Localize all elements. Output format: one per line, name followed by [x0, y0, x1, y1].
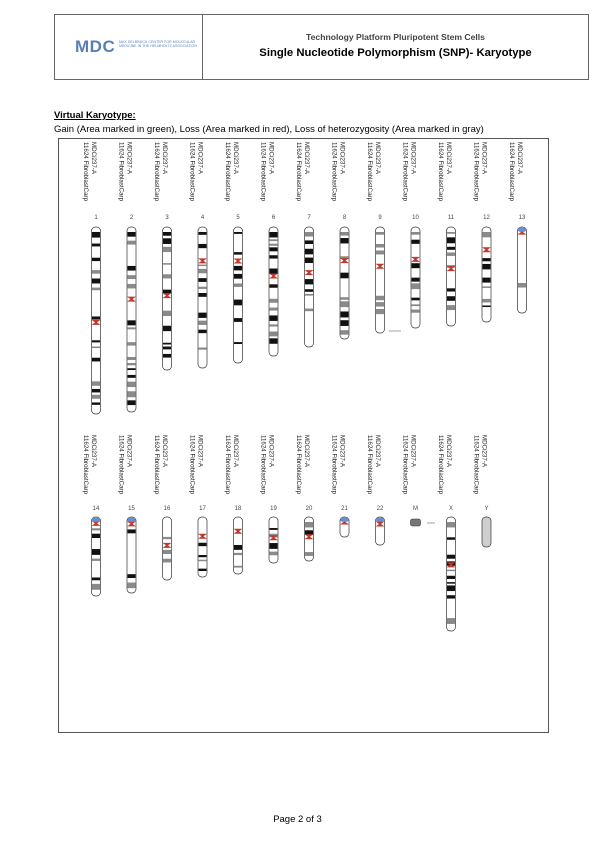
band-grey: [270, 299, 278, 303]
band-dark: [447, 288, 455, 291]
document-title: Single Nucleotide Polymorphism (SNP)- Karyotype: [259, 47, 532, 59]
band-grey: [234, 553, 242, 555]
chromosome-M: [411, 519, 421, 526]
sample-label: 11624 FibroblastCarp: [295, 142, 302, 202]
sample-label: MDCi237-A: [480, 142, 488, 174]
band-grey: [270, 332, 278, 337]
band-grey: [518, 283, 526, 288]
band-grey: [412, 310, 420, 313]
platform-title: Technology Platform Pluripotent Stem Cells: [306, 32, 485, 42]
chromosome-number: 8: [342, 215, 347, 221]
band-grey: [412, 283, 420, 289]
chromosome-number: 12: [483, 215, 490, 221]
sample-label: 11624 FibroblastCarp: [117, 142, 125, 202]
band-grey: [305, 522, 313, 527]
chromosome-number: 13: [518, 215, 526, 221]
band-grey: [305, 309, 313, 312]
band-dark: [234, 300, 242, 306]
band-grey: [376, 309, 384, 314]
sample-label: MDCi237-A: [409, 142, 417, 174]
sample-label: 11624 FibroblastCarp: [366, 142, 373, 202]
band-grey: [447, 570, 455, 572]
band-dark: [234, 342, 242, 344]
chromosome-number: 11: [447, 215, 455, 221]
band-dark: [163, 343, 171, 345]
band-grey: [376, 244, 384, 247]
chromosome-number: 22: [376, 506, 384, 512]
band-grey: [92, 381, 100, 385]
band-grey: [341, 297, 349, 300]
band-grey: [163, 550, 171, 554]
chromosome-number: 7: [307, 215, 311, 221]
band-dark: [163, 232, 171, 236]
sample-label: MDCi237-A: [374, 142, 381, 174]
band-dark: [92, 258, 100, 261]
band-dark: [270, 315, 278, 321]
band-dark: [163, 354, 171, 358]
sample-label: 11624 FibroblastCarp: [330, 435, 338, 495]
chromosome-12: [482, 227, 491, 322]
band-dark: [92, 534, 100, 538]
chromosome-number: 5: [236, 215, 240, 221]
band-grey: [447, 522, 455, 527]
band-dark: [128, 368, 136, 370]
band-grey: [128, 327, 136, 329]
band-dark: [234, 545, 242, 550]
sample-label: 11624 FibroblastCarp: [224, 142, 231, 202]
band-grey: [270, 239, 278, 241]
band-dark: [270, 255, 278, 258]
band-dark: [305, 258, 313, 263]
band-dark: [447, 296, 455, 301]
band-dark: [447, 576, 455, 579]
band-grey: [199, 265, 207, 267]
band-dark: [341, 311, 349, 317]
sample-label: MDCi237-A: [90, 142, 97, 174]
chromosome-number: Y: [484, 506, 489, 512]
chromosome-13: [518, 227, 527, 313]
band-dark: [270, 284, 278, 287]
band-dark: [341, 320, 349, 326]
band-dark: [234, 318, 242, 322]
band-grey: [163, 263, 171, 265]
chromosome-number: 18: [234, 506, 242, 512]
section-label: Virtual Karyotype:: [54, 110, 136, 121]
band-dark: [447, 537, 455, 539]
band-grey: [447, 232, 455, 234]
chromosome-number: M: [413, 506, 418, 512]
sample-label: 11624 FibroblastCarp: [295, 435, 302, 495]
band-dark: [92, 279, 100, 284]
sample-label: 11624 FibroblastCarp: [437, 435, 444, 495]
karyotype-panel: [58, 138, 549, 733]
band-dark: [341, 273, 349, 279]
band-dark: [128, 574, 136, 578]
sample-label: MDCi237-A: [267, 435, 275, 467]
band-grey: [270, 324, 278, 326]
band-dark: [483, 278, 491, 283]
band-grey: [376, 232, 384, 235]
band-dark: [199, 244, 207, 248]
band-dark: [305, 279, 313, 284]
band-grey: [234, 283, 242, 286]
chromosome-17: [198, 517, 207, 577]
band-dark: [92, 358, 100, 362]
band-grey: [483, 232, 491, 237]
band-grey: [163, 537, 171, 539]
chromosome-number: 10: [412, 215, 419, 221]
band-dark: [92, 402, 100, 404]
band-dark: [305, 249, 313, 255]
sample-label: 11624 FibroblastCarp: [472, 142, 480, 202]
band-dark: [92, 316, 100, 319]
band-grey: [199, 321, 207, 325]
band-grey: [341, 232, 349, 236]
band-dark: [270, 247, 278, 251]
chromosome-number: X: [448, 506, 454, 512]
sample-label: MDCi237-A: [516, 142, 523, 174]
mdc-logo-subtext: MAX DELBRÜCK CENTER FOR MOLECULAR MEDICINE IN THE HELMHOLTZ ASSOCIATION: [119, 40, 197, 49]
sample-label: 11624 FibroblastCarp: [259, 142, 267, 202]
logo-cell: [55, 15, 203, 79]
band-grey: [483, 299, 491, 303]
sample-label: 11624 FibroblastCarp: [472, 435, 480, 495]
sample-label: 11624 FibroblastCarp: [401, 435, 409, 495]
band-grey: [412, 304, 420, 306]
band-dark: [128, 232, 136, 237]
band-grey: [305, 294, 313, 296]
chromosome-number: 15: [128, 506, 135, 512]
band-dark: [305, 289, 313, 292]
band-grey: [447, 305, 455, 310]
sample-label: MDCi237-A: [445, 435, 452, 467]
sample-label: MDCi237-A: [303, 142, 310, 174]
band-grey: [305, 232, 313, 237]
band-grey: [412, 232, 420, 235]
band-grey: [92, 559, 100, 561]
page-number: Page 2 of 3: [273, 814, 322, 825]
acrocentric-tip: [128, 518, 136, 522]
acrocentric-tip: [376, 518, 384, 522]
band-grey: [199, 348, 207, 350]
band-dark: [199, 330, 207, 333]
chromosome-number: 2: [129, 215, 134, 221]
band-dark: [92, 340, 100, 342]
sample-label: MDCi237-A: [232, 435, 239, 467]
sample-label: MDCi237-A: [409, 435, 417, 467]
sample-label: MDCi237-A: [338, 435, 346, 467]
chromosome-9: [376, 227, 385, 333]
sample-label: MDCi237-A: [338, 142, 346, 174]
band-dark: [447, 595, 455, 598]
legend-description: Gain (Area marked in green), Loss (Area marked in red), Loss of heterozygosity (Area marked in gray): [54, 124, 484, 135]
band-grey: [128, 583, 136, 589]
band-grey: [376, 296, 384, 300]
chromosome-16: [163, 517, 172, 580]
band-dark: [199, 569, 207, 571]
band-dark: [483, 264, 491, 269]
band-dark: [341, 238, 349, 243]
band-dark: [270, 338, 278, 343]
band-dark: [483, 258, 491, 261]
chromosome-number: 20: [305, 506, 313, 512]
sample-label: 11624 FibroblastCarp: [437, 142, 444, 202]
band-grey: [376, 302, 384, 306]
band-grey: [234, 566, 242, 568]
chromosome-number: 14: [92, 506, 100, 512]
band-grey: [199, 560, 207, 562]
band-dark: [163, 238, 171, 244]
band-grey: [270, 552, 278, 556]
chromosome-number: 9: [378, 215, 382, 221]
sample-label: MDCi237-A: [161, 435, 168, 467]
chromosome-15: [127, 517, 136, 593]
band-grey: [341, 330, 349, 334]
chromosome-number: 6: [271, 215, 276, 221]
band-dark: [270, 543, 278, 549]
band-dark: [199, 313, 207, 318]
sample-label: MDCi237-A: [196, 142, 204, 174]
sample-label: 11624 FibroblastCarp: [188, 142, 196, 202]
chromosome-number: 19: [270, 506, 277, 512]
sample-label: 11624 FibroblastCarp: [224, 435, 231, 495]
sample-label: 11624 FibroblastCarp: [259, 435, 267, 495]
band-grey: [92, 270, 100, 274]
band-dark: [163, 347, 171, 350]
band-dark: [447, 555, 455, 559]
band-dark: [128, 320, 136, 325]
sample-label: 11624 FibroblastCarp: [82, 142, 89, 202]
band-grey: [376, 250, 384, 254]
sample-label: 11624 FibroblastCarp: [82, 435, 89, 495]
chromosome-number: 4: [200, 215, 205, 221]
sample-label: MDCi237-A: [125, 435, 133, 467]
band-dark: [305, 530, 313, 534]
chromosome-6: [269, 227, 278, 356]
sample-label: MDCi237-A: [303, 435, 310, 467]
band-dark: [128, 400, 136, 405]
band-grey: [92, 346, 100, 348]
band-grey: [199, 269, 207, 273]
chromosome-number: 3: [165, 215, 169, 221]
chromosome-7: [305, 227, 314, 347]
band-dark: [270, 528, 278, 530]
sample-label: MDCi237-A: [480, 435, 488, 467]
band-dark: [447, 582, 455, 584]
sample-label: 11624 FibroblastCarp: [117, 435, 125, 495]
document-header: [54, 14, 589, 80]
band-grey: [447, 618, 455, 624]
band-dark: [92, 389, 100, 393]
sample-label: 11624 FibroblastCarp: [153, 142, 160, 202]
band-dark: [199, 293, 207, 297]
band-dark: [234, 232, 242, 234]
mdc-logo: MDC: [75, 37, 116, 56]
band-dark: [447, 247, 455, 250]
band-dark: [163, 326, 171, 331]
sample-label: 11624 FibroblastCarp: [508, 142, 515, 202]
sample-label: MDCi237-A: [267, 142, 275, 174]
band-grey: [92, 288, 100, 291]
band-dark: [199, 555, 207, 557]
band-grey: [128, 391, 136, 397]
band-grey: [128, 363, 136, 365]
chromosome-Y: [482, 517, 491, 547]
band-grey: [92, 528, 100, 530]
band-dark: [234, 266, 242, 271]
chromosome-number: 1: [94, 215, 98, 221]
band-grey: [483, 286, 491, 288]
band-grey: [341, 301, 349, 307]
band-dark: [412, 278, 420, 282]
band-dark: [128, 529, 136, 533]
sample-label: MDCi237-A: [445, 142, 452, 174]
acrocentric-tip: [518, 228, 526, 232]
band-dark: [199, 232, 207, 235]
band-grey: [163, 274, 171, 278]
band-dark: [92, 232, 100, 238]
band-grey: [447, 252, 455, 255]
sample-label: 11624 FibroblastCarp: [330, 142, 338, 202]
band-dark: [92, 577, 100, 580]
band-grey: [270, 308, 278, 311]
sample-label: MDCi237-A: [90, 435, 97, 467]
band-dark: [270, 232, 278, 237]
chromosome-number: 21: [341, 506, 348, 512]
acrocentric-tip: [92, 518, 100, 522]
karyotype-figure: [59, 139, 548, 732]
band-dark: [305, 240, 313, 244]
band-grey: [128, 284, 136, 289]
band-grey: [92, 395, 100, 399]
band-dark: [412, 298, 420, 301]
band-grey: [128, 241, 136, 245]
band-dark: [163, 290, 171, 294]
sample-label: MDCi237-A: [232, 142, 239, 174]
sample-label: 11624 FibroblastCarp: [153, 435, 160, 495]
band-grey: [199, 287, 207, 289]
band-dark: [270, 269, 278, 274]
band-dark: [412, 263, 420, 268]
chromosome-number: 16: [163, 506, 171, 512]
band-grey: [270, 244, 278, 246]
band-grey: [92, 584, 100, 590]
band-grey: [128, 357, 136, 360]
band-dark: [128, 375, 136, 378]
band-grey: [128, 342, 136, 345]
sample-label: MDCi237-A: [374, 435, 381, 467]
band-dark: [412, 240, 420, 244]
band-grey: [128, 382, 136, 387]
band-dark: [447, 237, 455, 243]
band-dark: [234, 274, 242, 279]
band-dark: [92, 244, 100, 247]
band-grey: [163, 559, 171, 563]
chromosome-X: [447, 517, 456, 631]
band-dark: [234, 252, 242, 254]
acrocentric-tip: [341, 518, 349, 522]
sample-label: 11624 FibroblastCarp: [401, 142, 409, 202]
band-dark: [447, 585, 455, 591]
sample-label: 11624 FibroblastCarp: [366, 435, 373, 495]
sample-label: MDCi237-A: [196, 435, 204, 467]
band-dark: [128, 266, 136, 271]
sample-label: MDCi237-A: [161, 142, 168, 174]
band-dark: [92, 549, 100, 555]
band-grey: [305, 552, 313, 556]
band-grey: [163, 311, 171, 316]
band-dark: [199, 278, 207, 282]
sample-label: MDCi237-A: [125, 142, 133, 174]
sample-label: 11624 FibroblastCarp: [188, 435, 196, 495]
band-dark: [483, 305, 491, 307]
band-grey: [163, 247, 171, 252]
chromosome-number: 17: [199, 506, 206, 512]
band-grey: [128, 275, 136, 279]
band-dark: [199, 543, 207, 546]
